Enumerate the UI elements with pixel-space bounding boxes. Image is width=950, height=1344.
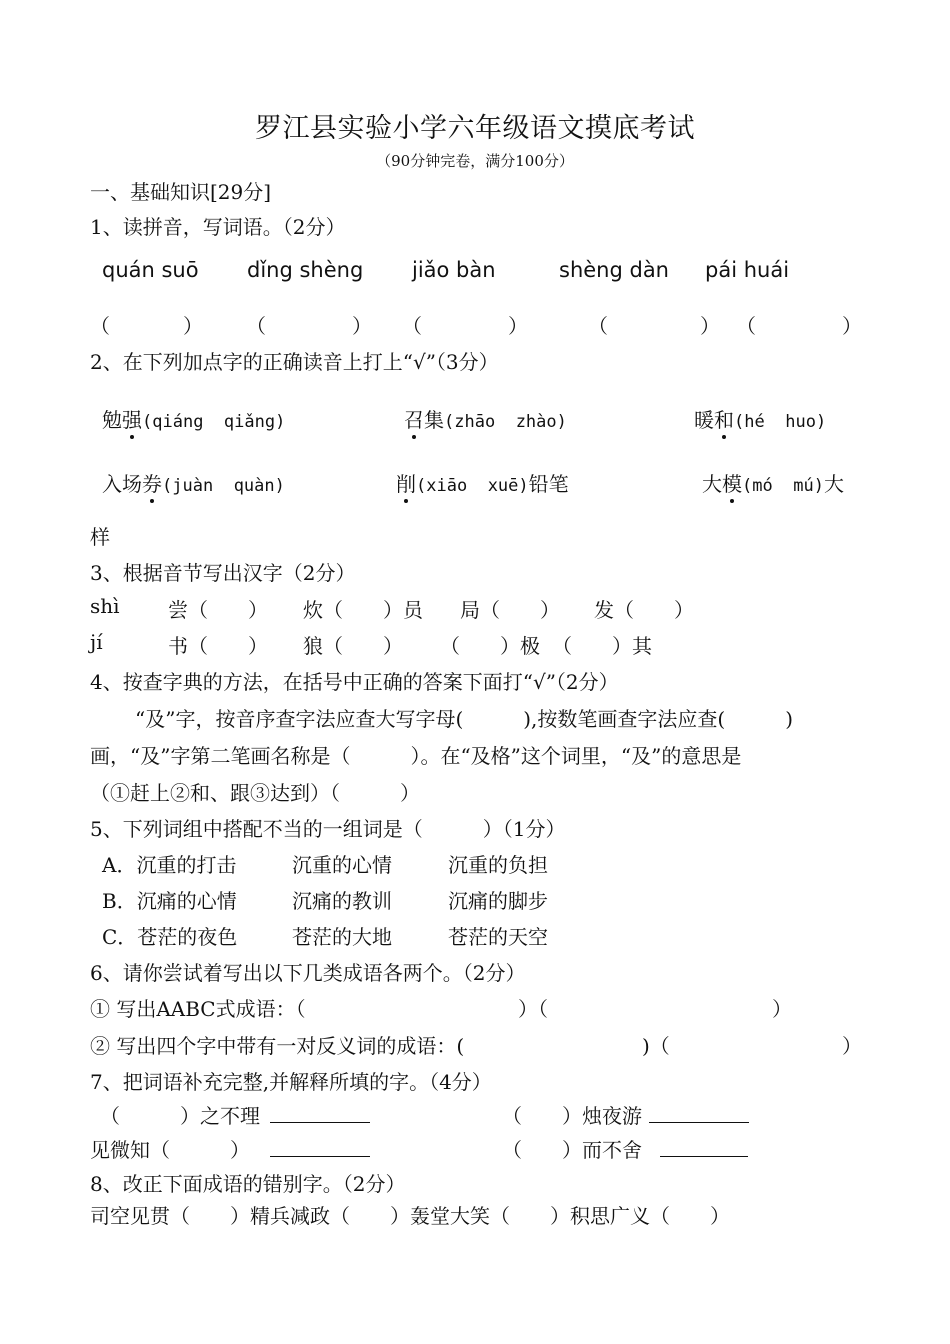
reading-option[interactable]: quàn [233, 476, 275, 496]
bracket: )（ [642, 1034, 670, 1058]
answer-bracket-close: ） [352, 314, 372, 338]
answer-bracket-close: ） [183, 314, 203, 338]
question-4-line: （①赶上②和、跟③达到）（ ） [90, 781, 420, 805]
question-4-line: 画，“及”字第二笔画名称是（ ）。在“及格”这个词里，“及”的意思是 [90, 744, 742, 768]
bracket: ）（ [518, 997, 548, 1021]
dotted-char: 强 [122, 404, 142, 433]
dotted-char: 券 [142, 468, 162, 497]
fill-item[interactable]: （ ）其 [552, 634, 652, 658]
pronunciation-item: 大模(mó mú)大 [702, 468, 844, 497]
pronunciation-item: 召集(zhāo zhào) [404, 404, 567, 433]
syllable-label: jí [90, 630, 103, 654]
reading-option[interactable]: mú [793, 476, 814, 496]
answer-bracket-open: （ [402, 314, 422, 338]
reading-option[interactable]: zhào [515, 412, 557, 432]
idiom-fill[interactable]: （ ）而不舍 [502, 1138, 642, 1162]
correction-line[interactable]: 司空见贯（ ）精兵减政（ ）轰堂大笑（ ）积思广义（ ） [90, 1204, 730, 1228]
bracket: ） [772, 997, 792, 1021]
question-3: 3、根据音节写出汉字（2分） [90, 561, 356, 585]
phrase: 沉痛的脚步 [448, 889, 548, 913]
idiom-fill[interactable]: （ ）之不理 [100, 1104, 260, 1128]
pinyin-5: pái huái [705, 258, 790, 282]
fill-item[interactable]: 狼（ ） [303, 634, 403, 658]
idiom-fill[interactable]: （ ）烛夜游 [502, 1104, 642, 1128]
question-7: 7、把词语补充完整,并解释所填的字。（4分） [90, 1070, 492, 1094]
pronunciation-item: 削(xiāo xuē)铅笔 [396, 468, 569, 497]
section-heading: 一、基础知识[29分] [90, 180, 272, 204]
fill-item[interactable]: 发（ ） [594, 598, 694, 622]
dotted-char: 削 [396, 468, 416, 497]
fill-item[interactable]: 局（ ） [460, 598, 560, 622]
pronunciation-item: 暖和(hé huo) [694, 404, 826, 433]
answer-bracket-open: （ [90, 314, 110, 338]
exam-title: 罗江县实验小学六年级语文摸底考试 [255, 113, 695, 144]
phrase: 苍茫的大地 [292, 925, 392, 949]
reading-option[interactable]: huo [785, 412, 816, 432]
fill-item[interactable]: 尝（ ） [168, 598, 268, 622]
dotted-char: 模 [722, 468, 742, 497]
pinyin-2: dǐng shèng [247, 258, 364, 282]
reading-option[interactable]: xiāo [426, 476, 468, 496]
reading-option[interactable]: xuē [487, 476, 519, 496]
question-4-line: “及”字，按音序查字法应查大写字母( ),按数笔画查字法应查( ) [135, 707, 794, 731]
pinyin-4: shèng dàn [559, 258, 669, 282]
answer-bracket-open: （ [246, 314, 266, 338]
choice-option-a[interactable]: A．沉重的打击 [102, 853, 237, 877]
reading-option[interactable]: juàn [172, 476, 214, 496]
exam-subtitle: （90分钟完卷，满分100分） [376, 152, 574, 170]
answer-line[interactable] [270, 1104, 370, 1127]
reading-option[interactable]: zhāo [454, 412, 496, 432]
fill-item[interactable]: 炊（ ）员 [303, 598, 423, 622]
reading-option[interactable]: hé [744, 412, 765, 432]
question-6-line: ② 写出四个字中带有一对反义词的成语：( [90, 1034, 465, 1058]
dotted-char: 和 [714, 404, 734, 433]
idiom-fill[interactable]: 见微知（ ） [90, 1138, 250, 1162]
wrapped-char: 样 [90, 525, 110, 549]
dotted-char: 召 [404, 404, 424, 433]
answer-bracket-close: ） [508, 314, 528, 338]
phrase: 沉重的负担 [448, 853, 548, 877]
phrase: 沉重的心情 [292, 853, 392, 877]
phrase: 沉痛的教训 [292, 889, 392, 913]
reading-option[interactable]: qiǎng [223, 412, 276, 432]
question-6: 6、请你尝试着写出以下几类成语各两个。（2分） [90, 961, 526, 985]
bracket: ） [842, 1034, 862, 1058]
answer-line[interactable] [270, 1138, 370, 1161]
answer-bracket-open: （ [736, 314, 756, 338]
question-8: 8、改正下面成语的错别字。（2分） [90, 1172, 406, 1196]
fill-item[interactable]: （ ）极 [440, 634, 540, 658]
question-2: 2、在下列加点字的正确读音上打上“√”（3分） [90, 350, 499, 374]
answer-bracket-open: （ [588, 314, 608, 338]
fill-item[interactable]: 书（ ） [168, 634, 268, 658]
answer-line[interactable] [660, 1138, 748, 1161]
phrase: 苍茫的天空 [448, 925, 548, 949]
choice-option-c[interactable]: C．苍茫的夜色 [102, 925, 238, 949]
answer-line[interactable] [649, 1104, 749, 1127]
question-5: 5、下列词组中搭配不当的一组词是（ ）（1分） [90, 817, 566, 841]
reading-option[interactable]: qiáng [152, 412, 204, 432]
pronunciation-item: 勉强(qiáng qiǎng) [102, 404, 285, 433]
syllable-label: shì [90, 594, 120, 618]
answer-bracket-close: ） [700, 314, 720, 338]
pinyin-1: quán suō [102, 258, 199, 282]
answer-bracket-close: ） [842, 314, 862, 338]
pinyin-3: jiǎo bàn [412, 258, 496, 282]
pronunciation-item: 入场券(juàn quàn) [102, 468, 285, 497]
question-6-line: ① 写出AABC式成语：（ [90, 997, 306, 1021]
question-1: 1、读拼音，写词语。（2分） [90, 215, 346, 239]
reading-option[interactable]: mó [752, 476, 773, 496]
question-4: 4、按查字典的方法，在括号中正确的答案下面打“√”（2分） [90, 670, 619, 694]
choice-option-b[interactable]: B．沉痛的心情 [102, 889, 237, 913]
